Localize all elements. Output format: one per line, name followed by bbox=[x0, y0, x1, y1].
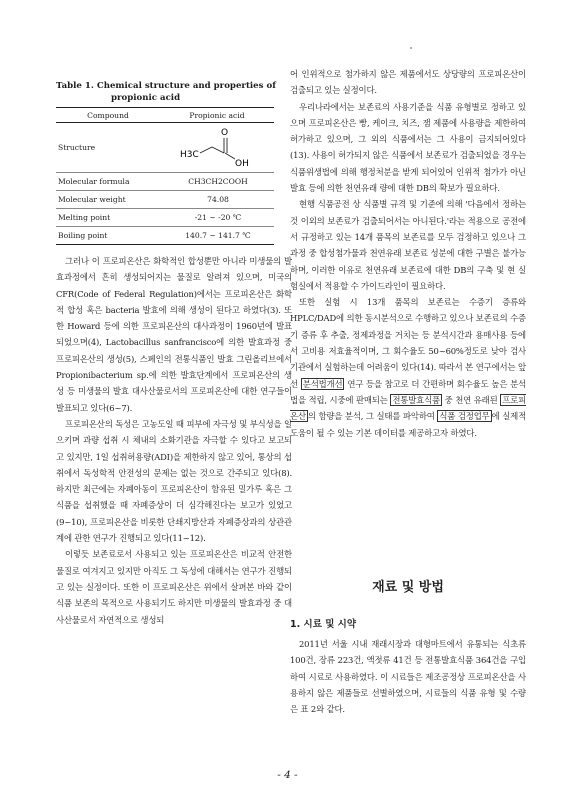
page-number: - 4 - bbox=[277, 769, 298, 781]
boxed-term: 프로피온산 bbox=[290, 394, 526, 422]
text-run: 의 함량을 분석, 그 실태를 파악하여 bbox=[307, 411, 438, 422]
table-row bbox=[56, 209, 274, 227]
row-label: Molecular formula bbox=[56, 173, 160, 191]
table-row bbox=[56, 123, 274, 173]
table-row bbox=[56, 173, 274, 191]
row-value: -21 ~ -20 ℃ bbox=[160, 209, 274, 227]
hydroxyl-bond bbox=[225, 153, 235, 159]
section-heading-wrap bbox=[290, 576, 526, 595]
table-1 bbox=[56, 80, 292, 245]
structure-oh: OH bbox=[235, 158, 249, 169]
methods-text bbox=[290, 636, 526, 717]
right-body-text bbox=[290, 66, 526, 441]
row-label: Boiling point bbox=[56, 227, 160, 245]
text-run: 연구 등을 참고로 더 간편하며 회수율도 높은 분석법을 적립, 시중에 판매되는 bbox=[290, 378, 526, 405]
row-label: Melting point bbox=[56, 209, 160, 227]
body-paragraph: 현행 식품공전 상 식품별 규격 및 기준에 의해 '다음에서 정하는 것 이외의 보존료가 검출되어서는 아니된다.'라는 적용으로 공전에서 규정하고 있는 14개 품목의 보존료를 모두 검정하고 있으나 그 과정 중 합성첨가물과 천연유래 보존료 성분에 대한 구별은 불가능하며, 이러한 이유로 천연유래 보존료에 대한 DB의 구축 및 현 실험실에서 적용할 수 가이드라인이 필요하다. bbox=[290, 199, 526, 291]
body-paragraph bbox=[290, 294, 526, 441]
boxed-term: 식품 검정업무 bbox=[439, 411, 490, 422]
scan-speck bbox=[410, 47, 412, 49]
structure-h3c: H3C bbox=[180, 149, 199, 160]
structure-o: O bbox=[221, 127, 229, 138]
left-body-text bbox=[56, 253, 292, 628]
body-paragraph: 우리나라에서는 보존료의 사용기준을 식품 유형별로 정하고 있으며 프로피온산은 빵, 케이크, 치즈, 잼 제품에 사용량을 제한하여 허가하고 있으며, 그 외의 식품에서는 그 사용이 금지되어있다(13). 사용이 허가되지 않은 식품에서 보존료가 검출되었을 경우는 식품위생법에 의해 행정처분을 받게 되어있어 인위적 첨가가 아닌 발효 등에 의한 천연유래 량에 대한 DB의 확보가 필요하다. bbox=[290, 101, 526, 194]
boxed-term: 분석법개선 bbox=[302, 378, 343, 389]
body-paragraph: 2011년 서울 시내 재래시장과 대형마트에서 유통되는 식초류 100건, 장류 223건, 액젓류 41건 등 전통발효식품 364건을 구입하여 시료로 사용하였다. 이 시료들은 제조공정상 프로피온산을 사용하지 않은 제품들로 선별하였으며, 시료들의 식품 유형 및 수량은 표 2와 같다. bbox=[290, 639, 526, 715]
structure-cell bbox=[160, 123, 274, 173]
text-run: 에 실제적 도움이 될 수 있는 기본 데이터를 제공하고자 하였다. bbox=[290, 411, 527, 438]
col-header-compound: Compound bbox=[56, 108, 160, 123]
properties-table bbox=[56, 107, 274, 245]
text-run: 또한 실험 시 13개 품목의 보존료는 수증기 증류와 HPLC/DAD에 의한 동시분석으로 수행하고 있으나 보존료의 수증기 증류 후 추출, 정제과정을 거치는 등 분석시간과 용매사용 등에서 고비용 저효율적이며, 그 회수율도 50~60%정도로 낮아 검사기관에서 실험하는데 어려움이 있다(14). 따라서 본 연구에서는 앞선 bbox=[290, 297, 526, 389]
body-paragraph: 어 인위적으로 첨가하지 않은 제품에서도 상당량의 프로피온산이 검출되고 있는 실정이다. bbox=[290, 69, 526, 96]
subsection-heading: 1. 시료 및 시약 bbox=[290, 619, 357, 630]
row-value: CH3CH2COOH bbox=[160, 173, 274, 191]
subsection-heading-wrap bbox=[290, 616, 526, 630]
body-paragraph: 프로피온산의 독성은 고농도일 때 피부에 자극성 및 부식성을 일으키며 과량 섭취 시 체내의 소화기관을 자극할 수 있다고 보고되고 있지만, 1일 섭취허용량(ADI)을 제한하지 않고 있어, 통상의 섭취에서 독성학적 안전성의 문제는 없는 것으로 간주되고 있다(8). 하지만 최근에는 자폐아동이 프로피온산이 함유된 밀가루 혹은 그 식품을 섭취했을 때 자폐증상이 더 심각해진다는 보고가 있었고(9~10), 프로피온산을 비롯한 단쇄지방산과 자폐증상과의 상관관계에 관한 연구가 진행되고 있다(11~12). bbox=[56, 418, 292, 544]
table-caption-line2: propionic acid bbox=[111, 93, 181, 103]
row-label: Structure bbox=[56, 123, 160, 173]
table-caption-line1: Chemical structure and properties of bbox=[96, 81, 276, 91]
table-caption bbox=[56, 80, 292, 104]
body-paragraph: 이렇듯 보존료로서 사용되고 있는 프로피온산은 비교적 안전한 물질로 여겨지고 있지만 아직도 그 독성에 대해서는 연구가 진행되고 있는 실정이다. 또한 이 프로피온산은 위에서 살펴본 바와 같이 식품 보존의 목적으로 사용되기도 하지만 미생물의 발효과정 중 대사산물로서 자연적으로 생성되 bbox=[56, 549, 292, 625]
table-row bbox=[56, 227, 274, 245]
table-row bbox=[56, 191, 274, 209]
boxed-term: 전통발효식품 bbox=[392, 394, 441, 405]
col-header-propionic: Propionic acid bbox=[160, 108, 274, 123]
row-value: 140.7 ~ 141.7 ℃ bbox=[160, 227, 274, 245]
row-label: Molecular weight bbox=[56, 191, 160, 209]
section-heading: 재료 및 방법 bbox=[372, 580, 444, 595]
table-caption-number: Table 1. bbox=[56, 81, 94, 91]
row-value: 74.08 bbox=[160, 191, 274, 209]
text-run: 중 천연 유래된 bbox=[442, 394, 501, 405]
carbon-chain-bonds bbox=[200, 147, 224, 153]
table-header-row bbox=[56, 108, 274, 123]
propionic-acid-structure bbox=[176, 125, 260, 171]
body-paragraph: 그러나 이 프로피온산은 화학적인 합성뿐만 아니라 미생물의 발효과정에서 흔히 생성되어지는 물질로 알려져 있으며, 미국의 CFR(Code of Federal Regulation)에서는 프로피온산은 화학적 합성 혹은 bacteria 발효에 의해 생성이 된다고 하였다(3). 또한 Howard 등에 의한 프로피온산의 대사과정이 1960년에 발표되었으며(4), Lactobacillus sanfrancisco에 의한 발효과정 중 프로피온산의 생성(5), 스페인의 전통식품인 발효 그린올리브에서 Propionibacterium sp.에 의한 발효단계에서 프로피온산의 생성 등 미생물의 발효 대사산물로서의 프로피온산에 대한 연구들이 발표되고 있다(6~7). bbox=[56, 256, 292, 413]
